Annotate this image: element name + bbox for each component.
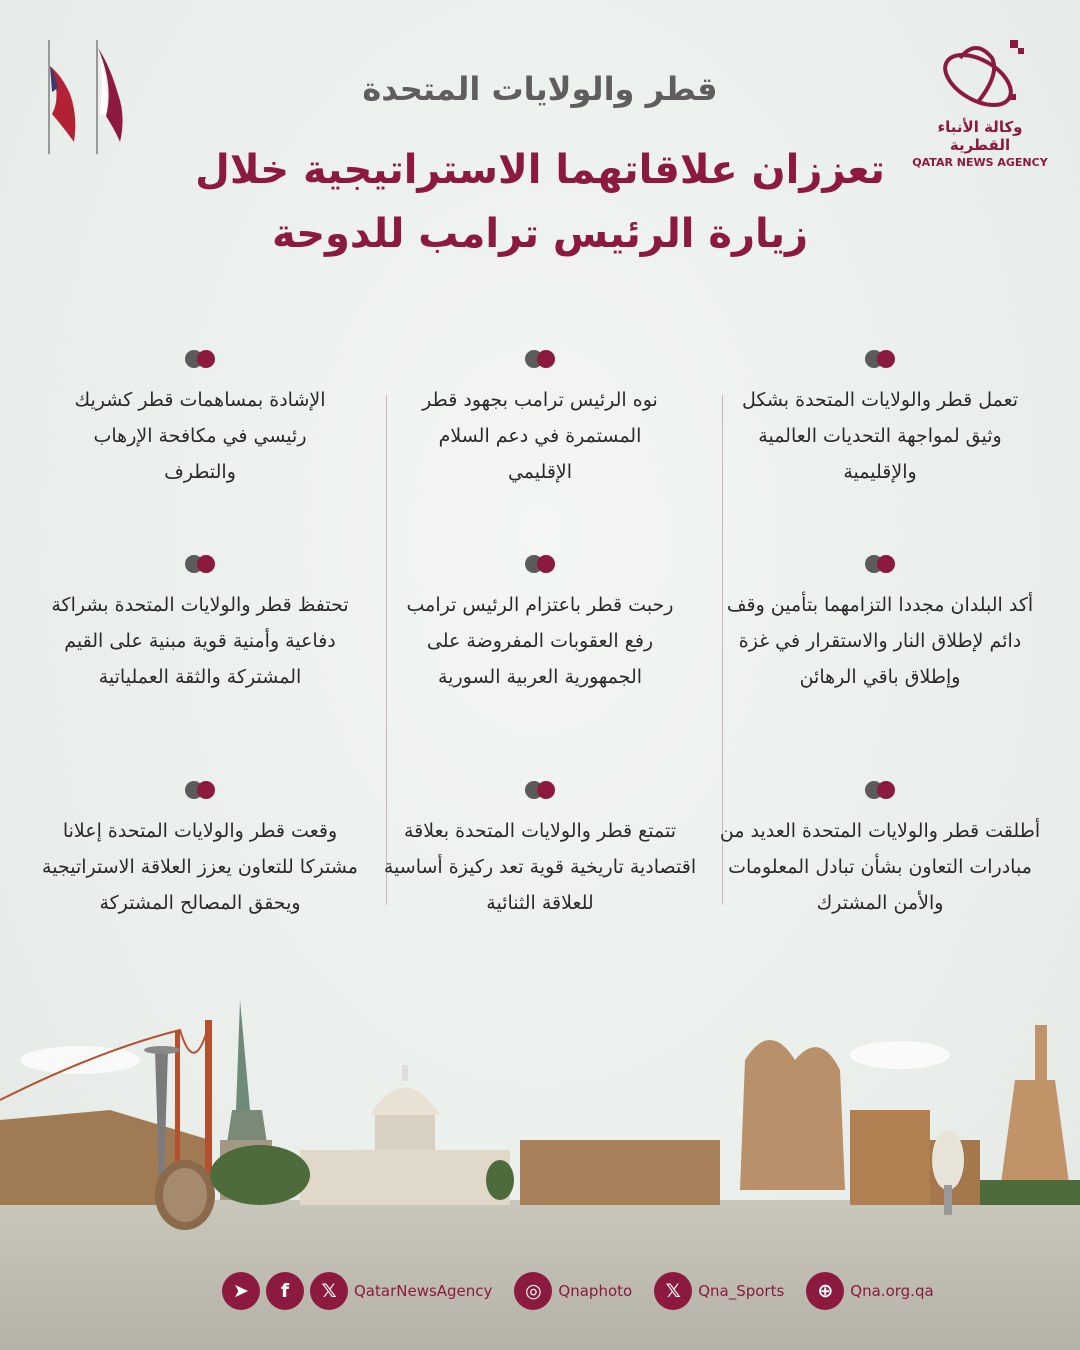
handle-link[interactable]: QatarNewsAgency	[354, 1282, 493, 1300]
bullet-dots-icon	[525, 350, 555, 370]
bullet-dots-icon	[525, 555, 555, 575]
x-icon[interactable]: 𝕏	[654, 1272, 692, 1310]
item-text: تتمتع قطر والولايات المتحدة بعلاقة اقتصادية تاريخية قوية تعد ركيزة أساسية للعلاقة الثنائية	[383, 820, 697, 914]
page-title: تعززان علاقاتهما الاستراتيجية خلال زيارة الرئيس ترامب للدوحة	[195, 147, 885, 257]
globe-icon[interactable]: ⊕	[806, 1272, 844, 1310]
qna-logo	[905, 38, 1055, 169]
list-item	[370, 781, 710, 951]
instagram-icon[interactable]: ◎	[514, 1272, 552, 1310]
bullet-dots-icon	[865, 350, 895, 370]
subtitle: قطر والولايات المتحدة	[362, 70, 718, 108]
bullet-dots-icon	[865, 555, 895, 575]
bullet-dots-icon	[525, 781, 555, 801]
handle-link[interactable]: Qna_Sports	[698, 1282, 785, 1300]
list-item	[30, 555, 370, 781]
item-text: أكد البلدان مجددا التزامهما بتأمين وقف دائم لإطلاق النار والاستقرار في غزة وإطلاق باقي الرهائن	[726, 594, 1034, 688]
list-item	[370, 555, 710, 781]
item-text: رحبت قطر باعتزام الرئيس ترامب رفع العقوبات المفروضة على الجمهورية العربية السورية	[406, 594, 674, 688]
qna-emblem-icon	[930, 38, 1030, 116]
list-item	[710, 555, 1050, 781]
facebook-icon[interactable]: f	[266, 1272, 304, 1310]
bullet-dots-icon	[185, 555, 215, 575]
telegram-icon[interactable]: ➤	[222, 1272, 260, 1310]
points-grid	[30, 350, 1050, 951]
item-text: الإشادة بمساهمات قطر كشريك رئيسي في مكافحة الإرهاب والتطرف	[74, 389, 326, 483]
item-text: تعمل قطر والولايات المتحدة بشكل وثيق لمواجهة التحديات العالمية والإقليمية	[741, 389, 1019, 483]
bullet-dots-icon	[185, 350, 215, 370]
website-link[interactable]: Qna.org.qa	[850, 1282, 934, 1300]
list-item	[710, 781, 1050, 951]
item-text: وقعت قطر والولايات المتحدة إعلانا مشتركا للتعاون يعزز العلاقة الاستراتيجية ويحقق المصالح المشتركة	[42, 820, 358, 914]
logo-arabic: وكالة الأنباء القطرية	[937, 118, 1023, 154]
list-item	[30, 350, 370, 555]
social-footer	[222, 1272, 950, 1310]
bullet-dots-icon	[865, 781, 895, 801]
item-text: أطلقت قطر والولايات المتحدة العديد من مبادرات التعاون بشأن تبادل المعلومات والأمن المشترك	[719, 820, 1041, 914]
bullet-dots-icon	[185, 781, 215, 801]
list-item	[30, 781, 370, 951]
x-icon[interactable]: 𝕏	[310, 1272, 348, 1310]
list-item	[710, 350, 1050, 555]
item-text: تحتفظ قطر والولايات المتحدة بشراكة دفاعية وأمنية قوية مبنية على القيم المشتركة والثقة العملياتية	[51, 594, 349, 688]
logo-english: QATAR NEWS AGENCY	[912, 156, 1048, 169]
item-text: نوه الرئيس ترامب بجهود قطر المستمرة في دعم السلام الإقليمي	[422, 389, 658, 483]
list-item	[370, 350, 710, 555]
handle-link[interactable]: Qnaphoto	[558, 1282, 633, 1300]
